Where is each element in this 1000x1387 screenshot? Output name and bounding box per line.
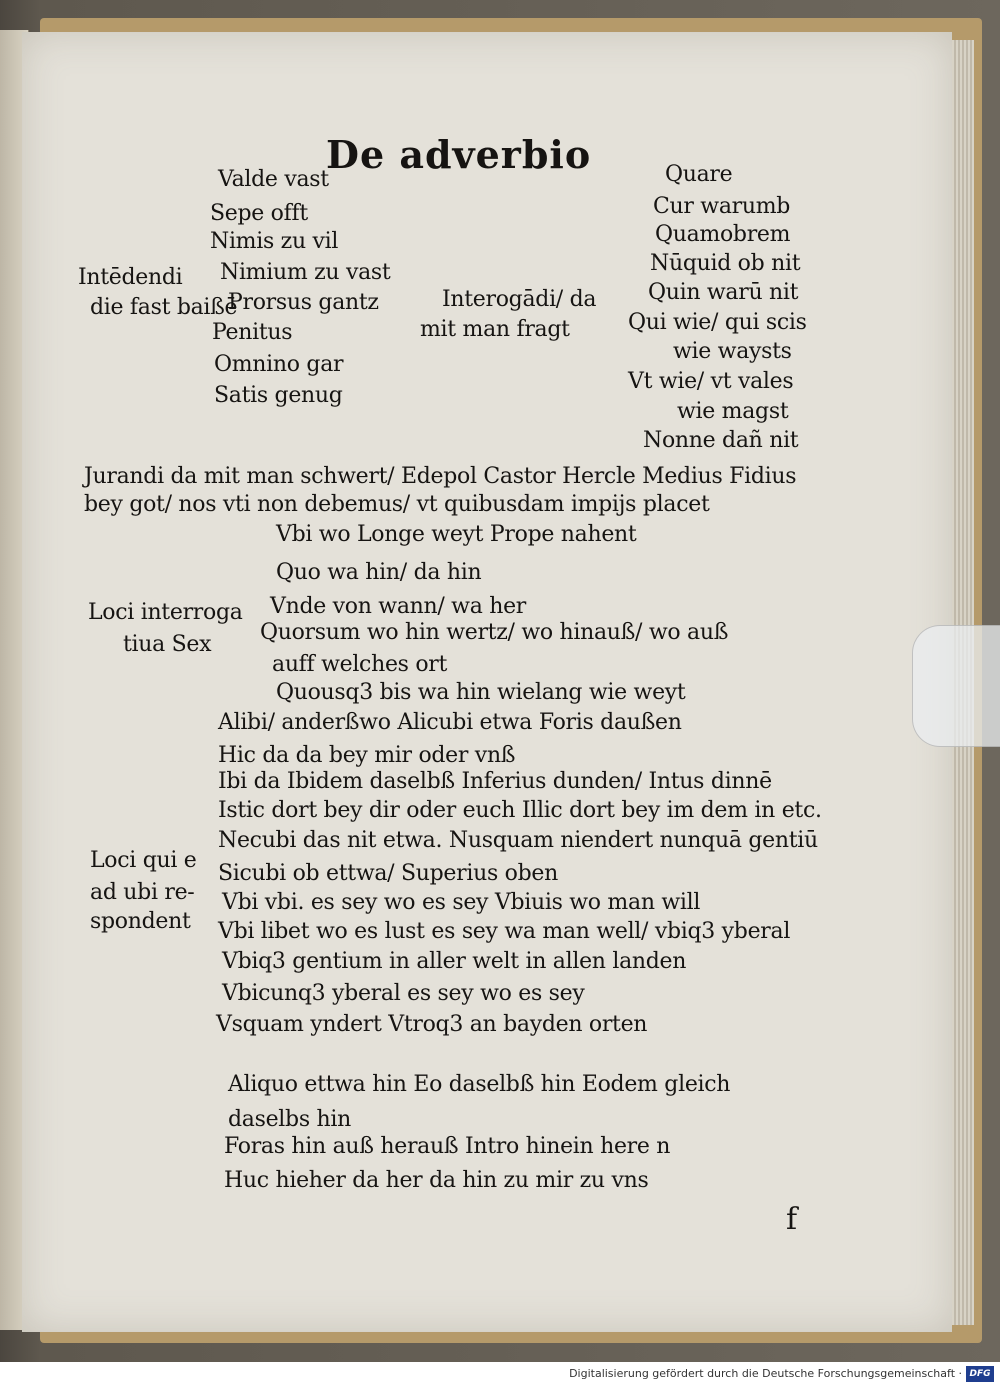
text-line: Sepe offt bbox=[210, 201, 308, 226]
text-line: mit man fragt bbox=[420, 317, 570, 342]
text-line: wie magst bbox=[677, 399, 789, 424]
text-line: Quin warū nit bbox=[648, 280, 799, 305]
text-line: Intēdendi bbox=[78, 265, 183, 290]
text-line: Foras hin auß herauß Intro hinein here n bbox=[224, 1134, 671, 1159]
text-line: Hic da da bey mir oder vnß bbox=[218, 743, 516, 768]
text-line: Quamobrem bbox=[655, 222, 791, 247]
text-line: bey got/ nos vti non debemus/ vt quibusdam impijs placet bbox=[84, 492, 710, 517]
text-line: Omnino gar bbox=[214, 352, 344, 377]
text-line: auff welches ort bbox=[272, 652, 448, 677]
page-clip-holder bbox=[912, 625, 1000, 747]
text-line: Vbicunq3 yberal es sey wo es sey bbox=[222, 981, 585, 1006]
text-line: Quousq3 bis wa hin wielang wie weyt bbox=[276, 680, 686, 705]
text-line: Cur warumb bbox=[653, 194, 791, 219]
text-line: Nūquid ob nit bbox=[650, 251, 801, 276]
text-line: Huc hieher da her da hin zu mir zu vns bbox=[224, 1168, 649, 1193]
text-line: Vbi libet wo es lust es sey wa man well/ vbiq3 yberal bbox=[218, 919, 791, 944]
text-line: die fast baißē bbox=[90, 295, 238, 320]
text-line: Quorsum wo hin wertz/ wo hinauß/ wo auß bbox=[260, 620, 729, 645]
text-line: tiua Sex bbox=[123, 632, 212, 657]
text-line: Vsquam yndert Vtroq3 an bayden orten bbox=[216, 1012, 648, 1037]
text-line: Satis genug bbox=[214, 383, 343, 408]
text-line: Quo wa hin/ da hin bbox=[276, 560, 482, 585]
text-line: Loci interroga bbox=[88, 600, 243, 625]
text-line: ad ubi re- bbox=[90, 880, 195, 905]
text-line: Vnde von wann/ wa her bbox=[270, 594, 527, 619]
text-line: Aliquo ettwa hin Eo daselbß hin Eodem gleich bbox=[228, 1072, 731, 1097]
text-line: Valde vast bbox=[218, 167, 329, 192]
text-line: Alibi/ anderßwo Alicubi etwa Foris daußen bbox=[218, 710, 682, 735]
text-line: Nimis zu vil bbox=[210, 229, 339, 254]
text-line: Prorsus gantz bbox=[228, 290, 379, 315]
text-line: wie waysts bbox=[673, 339, 792, 364]
text-line: Vt wie/ vt vales bbox=[628, 369, 794, 394]
text-line: Istic dort bey dir oder euch Illic dort bey im dem in etc. bbox=[218, 798, 822, 823]
signature-mark: f bbox=[786, 1202, 797, 1237]
funding-notice: Digitalisierung gefördert durch die Deutsche Forschungsgemeinschaft · bbox=[569, 1367, 962, 1380]
text-line: Nimium zu vast bbox=[220, 260, 391, 285]
text-line: Quare bbox=[665, 162, 733, 187]
text-line: Nonne dañ nit bbox=[643, 428, 799, 453]
text-line: Vbi wo Longe weyt Prope nahent bbox=[276, 522, 637, 547]
text-line: spondent bbox=[90, 909, 191, 934]
text-line: Sicubi ob ettwa/ Superius oben bbox=[218, 861, 558, 886]
text-line: Penitus bbox=[212, 320, 293, 345]
text-line: Vbi vbi. es sey wo es sey Vbiuis wo man will bbox=[222, 890, 701, 915]
text-line: Vbiq3 gentium in aller welt in allen landen bbox=[222, 949, 687, 974]
text-line: Jurandi da mit man schwert/ Edepol Castor Hercle Medius Fidius bbox=[84, 464, 797, 489]
text-line: Qui wie/ qui scis bbox=[628, 310, 807, 335]
text-line: Necubi das nit etwa. Nusquam niendert nunquā gentiū bbox=[218, 828, 818, 853]
page-heading: De adverbio bbox=[326, 132, 592, 177]
book-page bbox=[22, 32, 952, 1332]
text-line: Interogādi/ da bbox=[442, 287, 597, 312]
text-line: Ibi da Ibidem daselbß Inferius dunden/ Intus dinnē bbox=[218, 769, 772, 794]
text-line: Loci qui e bbox=[90, 848, 197, 873]
dfg-logo-icon: DFG bbox=[966, 1366, 994, 1382]
footer-bar bbox=[0, 1362, 1000, 1387]
text-line: daselbs hin bbox=[228, 1107, 351, 1132]
